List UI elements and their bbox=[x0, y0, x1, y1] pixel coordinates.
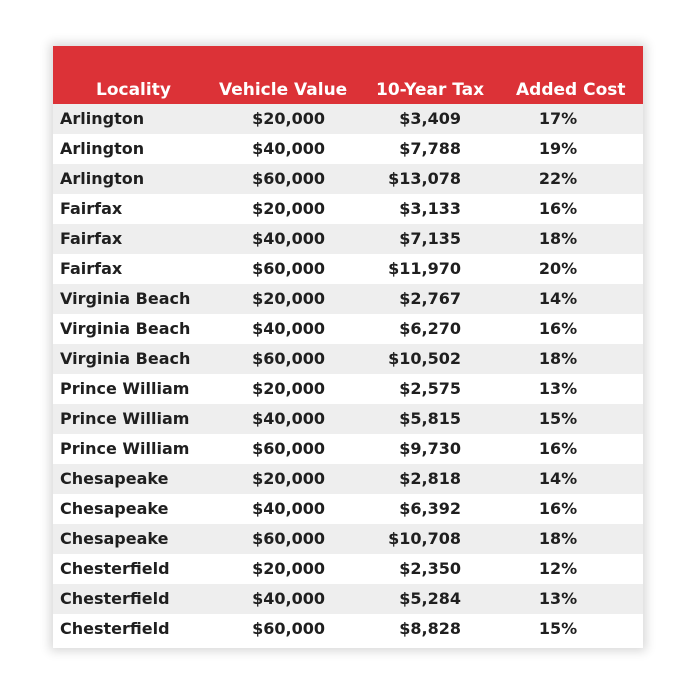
vehicle-value-cell: $20,000 bbox=[252, 559, 325, 578]
table-row bbox=[53, 374, 643, 404]
column-header-locality: Locality bbox=[96, 80, 171, 100]
table-row bbox=[53, 284, 643, 314]
vehicle-value-cell: $40,000 bbox=[252, 229, 325, 248]
table-row bbox=[53, 584, 643, 614]
locality-cell: Chesapeake bbox=[60, 499, 169, 518]
vehicle-value-cell: $40,000 bbox=[252, 499, 325, 518]
ten-year-tax-cell: $7,788 bbox=[399, 139, 461, 158]
locality-cell: Virginia Beach bbox=[60, 349, 191, 368]
ten-year-tax-cell: $7,135 bbox=[399, 229, 461, 248]
added-cost-value: 18% bbox=[538, 349, 578, 368]
added-cost-value: 14% bbox=[538, 469, 578, 488]
table-row bbox=[53, 254, 643, 284]
table-row bbox=[53, 494, 643, 524]
vehicle-value-cell: $40,000 bbox=[252, 589, 325, 608]
ten-year-tax-cell: $2,818 bbox=[399, 469, 461, 488]
added-cost-value: 18% bbox=[538, 529, 578, 548]
vehicle-value-cell: $20,000 bbox=[252, 199, 325, 218]
vehicle-value-cell: $40,000 bbox=[252, 139, 325, 158]
locality-cell: Fairfax bbox=[60, 259, 123, 278]
added-cost-value: 16% bbox=[538, 199, 578, 218]
locality-cell: Prince William bbox=[60, 439, 190, 458]
table-row bbox=[53, 434, 643, 464]
locality-cell: Chesterfield bbox=[60, 589, 170, 608]
ten-year-tax-cell: $2,767 bbox=[399, 289, 461, 308]
added-cost-value: 17% bbox=[538, 109, 578, 128]
table-row bbox=[53, 404, 643, 434]
column-header-vehicle-value: Vehicle Value bbox=[219, 80, 348, 100]
locality-cell: Chesapeake bbox=[60, 529, 169, 548]
vehicle-value-cell: $60,000 bbox=[252, 349, 325, 368]
locality-cell: Chesterfield bbox=[60, 559, 170, 578]
column-header-added-cost: Added Cost bbox=[516, 80, 626, 100]
table-row bbox=[53, 314, 643, 344]
vehicle-value-cell: $20,000 bbox=[252, 379, 325, 398]
vehicle-value-cell: $60,000 bbox=[252, 619, 325, 638]
locality-cell: Prince William bbox=[60, 379, 190, 398]
added-cost-value: 16% bbox=[538, 499, 578, 518]
table-row bbox=[53, 164, 643, 194]
locality-cell: Arlington bbox=[60, 109, 145, 128]
ten-year-tax-cell: $5,815 bbox=[399, 409, 461, 428]
locality-cell: Fairfax bbox=[60, 199, 123, 218]
added-cost-value: 20% bbox=[538, 259, 578, 278]
added-cost-value: 12% bbox=[538, 559, 578, 578]
locality-cell: Virginia Beach bbox=[60, 289, 191, 308]
table-row bbox=[53, 614, 643, 644]
added-cost-value: 13% bbox=[538, 589, 578, 608]
ten-year-tax-cell: $10,708 bbox=[388, 529, 461, 548]
vehicle-value-cell: $40,000 bbox=[252, 409, 325, 428]
vehicle-value-cell: $20,000 bbox=[252, 289, 325, 308]
locality-cell: Fairfax bbox=[60, 229, 123, 248]
table-row bbox=[53, 344, 643, 374]
ten-year-tax-cell: $9,730 bbox=[399, 439, 461, 458]
locality-cell: Chesterfield bbox=[60, 619, 170, 638]
table-row bbox=[53, 104, 643, 134]
vehicle-value-cell: $20,000 bbox=[252, 109, 325, 128]
locality-cell: Chesapeake bbox=[60, 469, 169, 488]
added-cost-value: 13% bbox=[538, 379, 578, 398]
ten-year-tax-cell: $6,270 bbox=[399, 319, 461, 338]
table-row bbox=[53, 554, 643, 584]
added-cost-value: 15% bbox=[538, 619, 578, 638]
added-cost-value: 16% bbox=[538, 319, 578, 338]
vehicle-value-cell: $60,000 bbox=[252, 439, 325, 458]
vehicle-value-cell: $40,000 bbox=[252, 319, 325, 338]
vehicle-value-cell: $60,000 bbox=[252, 529, 325, 548]
table-header bbox=[53, 46, 643, 104]
added-cost-value: 22% bbox=[538, 169, 578, 188]
ten-year-tax-cell: $10,502 bbox=[388, 349, 461, 368]
ten-year-tax-cell: $11,970 bbox=[388, 259, 461, 278]
ten-year-tax-cell: $3,409 bbox=[399, 109, 461, 128]
vehicle-value-cell: $20,000 bbox=[252, 469, 325, 488]
vehicle-value-cell: $60,000 bbox=[252, 169, 325, 188]
added-cost-value: 19% bbox=[538, 139, 578, 158]
locality-cell: Prince William bbox=[60, 409, 190, 428]
locality-cell: Arlington bbox=[60, 169, 145, 188]
added-cost-value: 14% bbox=[538, 289, 578, 308]
added-cost-value: 18% bbox=[538, 229, 578, 248]
ten-year-tax-cell: $2,350 bbox=[399, 559, 461, 578]
ten-year-tax-cell: $2,575 bbox=[399, 379, 461, 398]
ten-year-tax-cell: $13,078 bbox=[388, 169, 461, 188]
column-header-10-year-tax: 10-Year Tax bbox=[376, 80, 485, 100]
ten-year-tax-cell: $6,392 bbox=[399, 499, 461, 518]
added-cost-value: 15% bbox=[538, 409, 578, 428]
table-row bbox=[53, 194, 643, 224]
locality-cell: Virginia Beach bbox=[60, 319, 191, 338]
ten-year-tax-cell: $8,828 bbox=[399, 619, 461, 638]
table-row bbox=[53, 134, 643, 164]
ten-year-tax-cell: $3,133 bbox=[399, 199, 461, 218]
vehicle-value-cell: $60,000 bbox=[252, 259, 325, 278]
table-card bbox=[53, 46, 643, 648]
table-row bbox=[53, 464, 643, 494]
table-row bbox=[53, 524, 643, 554]
table-row bbox=[53, 224, 643, 254]
added-cost-value: 16% bbox=[538, 439, 578, 458]
locality-cell: Arlington bbox=[60, 139, 145, 158]
ten-year-tax-cell: $5,284 bbox=[399, 589, 461, 608]
